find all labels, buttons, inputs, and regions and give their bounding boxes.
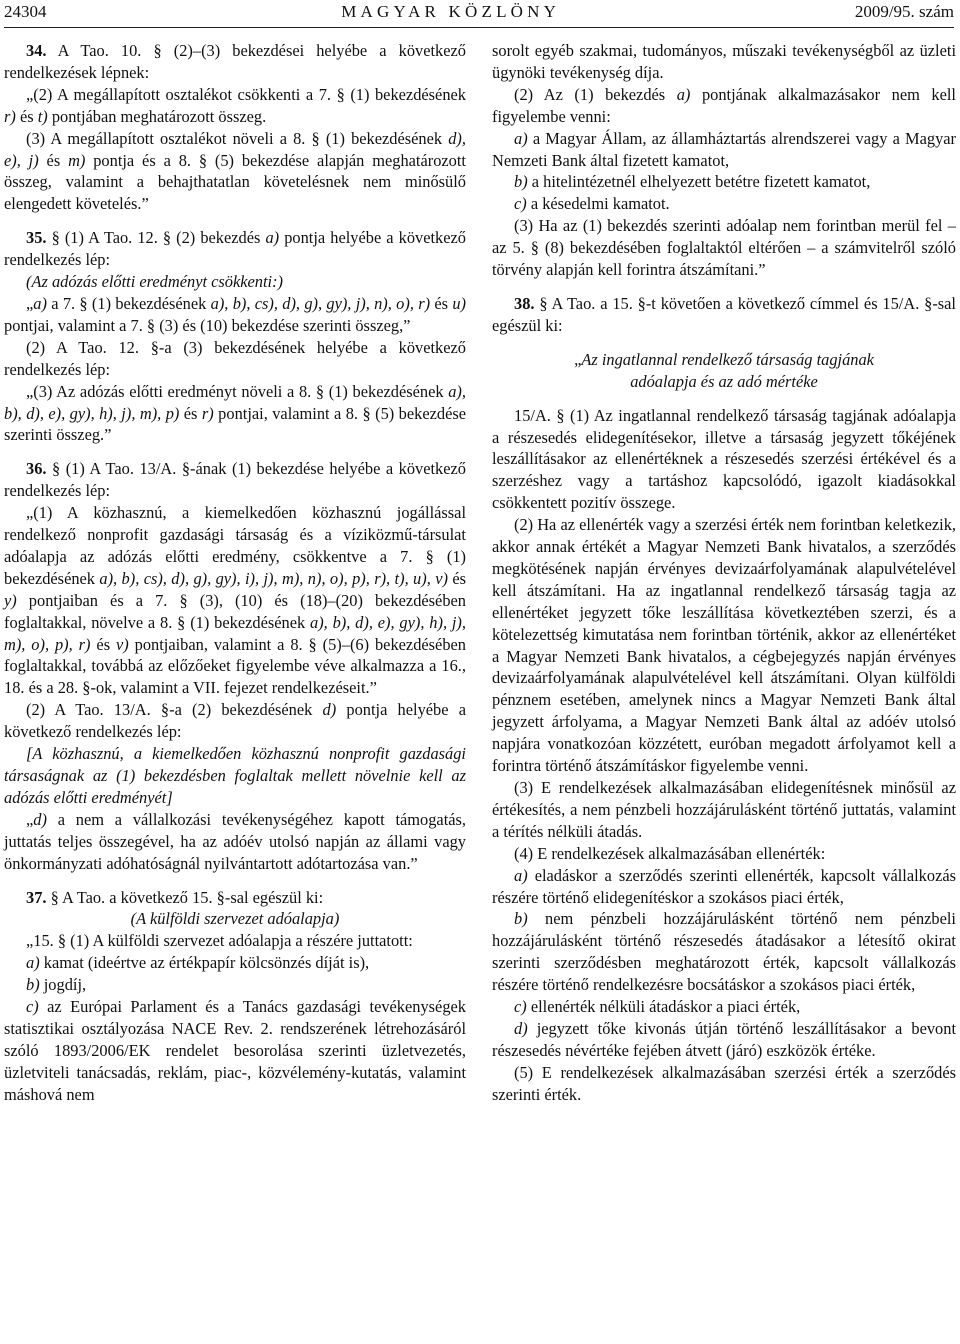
paragraph: (3) A megállapított osztalékot növeli a 8. § (1) bekezdésének d), e), j) és m) pontja és a 8. § (5) bekezdése alapján meghatározott összeg, valamint a behajthatatlan követelésnek nem minősülő elengedett követelés.” (4, 128, 466, 214)
paragraph: c) a késedelmi kamatot. (514, 194, 670, 214)
paragraph: (5) E rendelkezések alkalmazásában szerzési érték a szerződés szerinti érték. (492, 1062, 956, 1104)
paragraph: „15. § (1) A külföldi szervezet adóalapja a részére juttatott: (26, 931, 413, 951)
paragraph: (3) E rendelkezések alkalmazásában elidegenítésnek minősül az értékesítés, a nem pénzbeli hozzájárulásként történő juttatás, valamint a térítés nélküli átadás. (492, 778, 956, 841)
paragraph: „(1) A közhasznú, a kiemelkedően közhasznú jogállással rendelkező nonprofit gazdasági társaság és a víziközmű-társulat adóalapja az adózás előtti eredmény, csökkentve a 7. § (1) bekezdésének a), b), cs), d), g), gy), i), j), m), n), o), p), r), t), u), v) és y) pontjaiban és a 7. § (3), (10) és (18)–(20) bekezdésében foglaltakkal, növelve a 8. § (1) bekezdésének a), b), d), e), gy), h), j), m), o), p), r) és v) pontjaiban, valamint a 8. § (5)–(6) bekezdésében foglaltakkal, továbbá az előzőeket figyelembe véve alkalmazza a 16., 18. és a 28. §-ok, valamint a VII. fejezet rendelkezéseit.” (4, 503, 466, 698)
paragraph: (2) Az (1) bekezdés a) pontjának alkalmazásakor nem kell figyelembe venni: (492, 84, 956, 126)
paragraph: d) jegyzett tőke kivonás útján történő leszállításakor a bevont részesedés névértéke fejében átvett (járó) eszközök értéke. (492, 1018, 956, 1060)
paragraph: a) a Magyar Állam, az államháztartás alrendszerei vagy a Magyar Nemzeti Bank által fizetett kamatot, (492, 128, 956, 170)
paragraph: (2) A Tao. 12. §-a (3) bekezdésének helyébe a következő rendelkezés lép: (4, 337, 466, 379)
journal-title: MAGYAR KÖZLÖNY (341, 2, 561, 21)
paragraph: a) eladáskor a szerződés szerinti ellenérték, kapcsolt vállalkozás részére történő elidegenítéskor a szokásos piaci érték, (492, 865, 956, 907)
paragraph: b) jogdíj, (26, 975, 87, 995)
paragraph: (2) A Tao. 13/A. §-a (2) bekezdésének d) pontja helyébe a következő rendelkezés lép: (4, 700, 466, 742)
paragraph: „(2) A megállapított osztalékot csökkenti a 7. § (1) bekezdésének r) és t) pontjában meghatározott összeg. (4, 84, 466, 126)
page-header (4, 2, 954, 26)
paragraph: 37. § A Tao. a következő 15. §-sal egészül ki: (26, 887, 324, 907)
paragraph: b) nem pénzbeli hozzájárulásként történő nem pénzbeli hozzájárulásként történő részesedés átadásakor a létesítő okirat szerinti szerződésben meghatározott érték, kapcsolt vállalkozás részére történő rendelkezésre bocsátáskor a szokásos piaci érték, (492, 909, 956, 995)
paragraph: sorolt egyéb szakmai, tudományos, műszaki tevékenységből az üzleti ügynöki tevékenység díja. (492, 41, 956, 82)
paragraph: „Az ingatlannal rendelkező társaság tagjának adóalapja és az adó mértéke (574, 349, 874, 391)
paragraph: (Az adózás előtti eredményt csökkenti:) (26, 272, 284, 292)
paragraph: 34. A Tao. 10. § (2)–(3) bekezdései helyébe a következő rendelkezések lépnek: (4, 41, 466, 82)
paragraph: (4) E rendelkezések alkalmazásában ellenérték: (514, 843, 826, 863)
paragraph: c) ellenérték nélküli átadáskor a piaci érték, (514, 997, 801, 1017)
paragraph: 15/A. § (1) Az ingatlannal rendelkező társaság tagjának adóalapja a részesedés elidegenítésekor, illetve a társaság jegyzett tőkéjének leszállításakor az ellenértéknek a részesedés szerzési értékével és a szerzéshez vagy a tartáshoz kapcsolódó, igazolt kiadásokkal csökkentett pozitív összege. (492, 405, 956, 513)
paragraph: 36. § (1) A Tao. 13/A. §-ának (1) bekezdése helyébe a következő rendelkezés lép: (4, 459, 466, 501)
paragraph: „d) a nem a vállalkozási tevékenységéhez kapott támogatás, juttatás teljes összegével, ha az adóév utolsó napján az állami vagy önkormányzati adóhatóságnál nyilvántartott adótartozása van.” (4, 809, 466, 873)
left-column (4, 40, 466, 1106)
paragraph: b) a hitelintézetnél elhelyezett betétre fizetett kamatot, (514, 172, 871, 192)
issue-number: 2009/95. szám (854, 2, 954, 21)
page-number: 24304 (4, 2, 47, 21)
paragraph: „(3) Az adózás előtti eredményt növeli a 8. § (1) bekezdésének a), b), d), e), gy), h), j), m), p) és r) pontjai, valamint a 8. § (5) bekezdése szerinti összeg.” (4, 381, 466, 445)
paragraph: (2) Ha az ellenérték vagy a szerzési érték nem forintban keletkezik, akkor annak értékét a Magyar Nemzeti Bank hivatalos, a szerződés megkötésének napján érvényes devizaárfolyamának alapulvételével kell átszámítani. Ha az ingatlannal rendelkező társaság tagja az ellenértéket jegyzett tőke leszállítása következtében szerzi, és a kötelezettség kimutatása nem forintban történik, akkor az ellenértéket a Magyar Nemzeti Bank hivatalos, a cégbejegyzés napján érvényes devizaárfolyamának alapulvételével kell átszámítani. Olyan külföldi pénznem esetében, amelynek nincs a Magyar Nemzeti Bank által jegyzett árfolyama, a Magyar Nemzeti Bank által az adóév utolsó napjára vonatkozóan közzétett, euróban megadott árfolyamot kell a forintra történő átszámításkor figyelembe venni. (492, 515, 956, 776)
paragraph: a) kamat (ideértve az értékpapír kölcsönzés díját is), (26, 953, 370, 973)
paragraph: c) az Európai Parlament és a Tanács gazdasági tevékenységek statisztikai osztályozása NACE Rev. 2. rendszerének létrehozásáról szóló 1893/2006/EK rendelet besorolása szerinti üzletvezetés, üzletviteli tanácsadás, reklám, piac-, közvélemény-kutatás, valamint máshová nem (4, 997, 466, 1104)
right-column (492, 40, 956, 1106)
paragraph: „a) a 7. § (1) bekezdésének a), b), cs), d), g), gy), j), n), o), r) és u) pontjai, valamint a 7. § (3) és (10) bekezdése szerinti összeg,” (4, 293, 466, 335)
paragraph: (A külföldi szervezet adóalapja) (130, 909, 340, 929)
paragraph: 35. § (1) A Tao. 12. § (2) bekezdés a) pontja helyébe a következő rendelkezés lép: (4, 228, 466, 270)
paragraph: (3) Ha az (1) bekezdés szerinti adóalap nem forintban merül fel – az 5. § (8) bekezdésében foglaltaktól eltérően – a számvitelről szóló törvény alapján kell forintra átszámítani.” (492, 216, 956, 280)
paragraph: 38. § A Tao. a 15. §-t követően a következő címmel és 15/A. §-sal egészül ki: (492, 293, 956, 335)
header-rule (4, 27, 954, 28)
paragraph: [A közhasznú, a kiemelkedően közhasznú nonprofit gazdasági társaságnak az (1) bekezdésben foglaltak mellett növelnie kell az adózás előtti eredményét] (4, 744, 466, 807)
